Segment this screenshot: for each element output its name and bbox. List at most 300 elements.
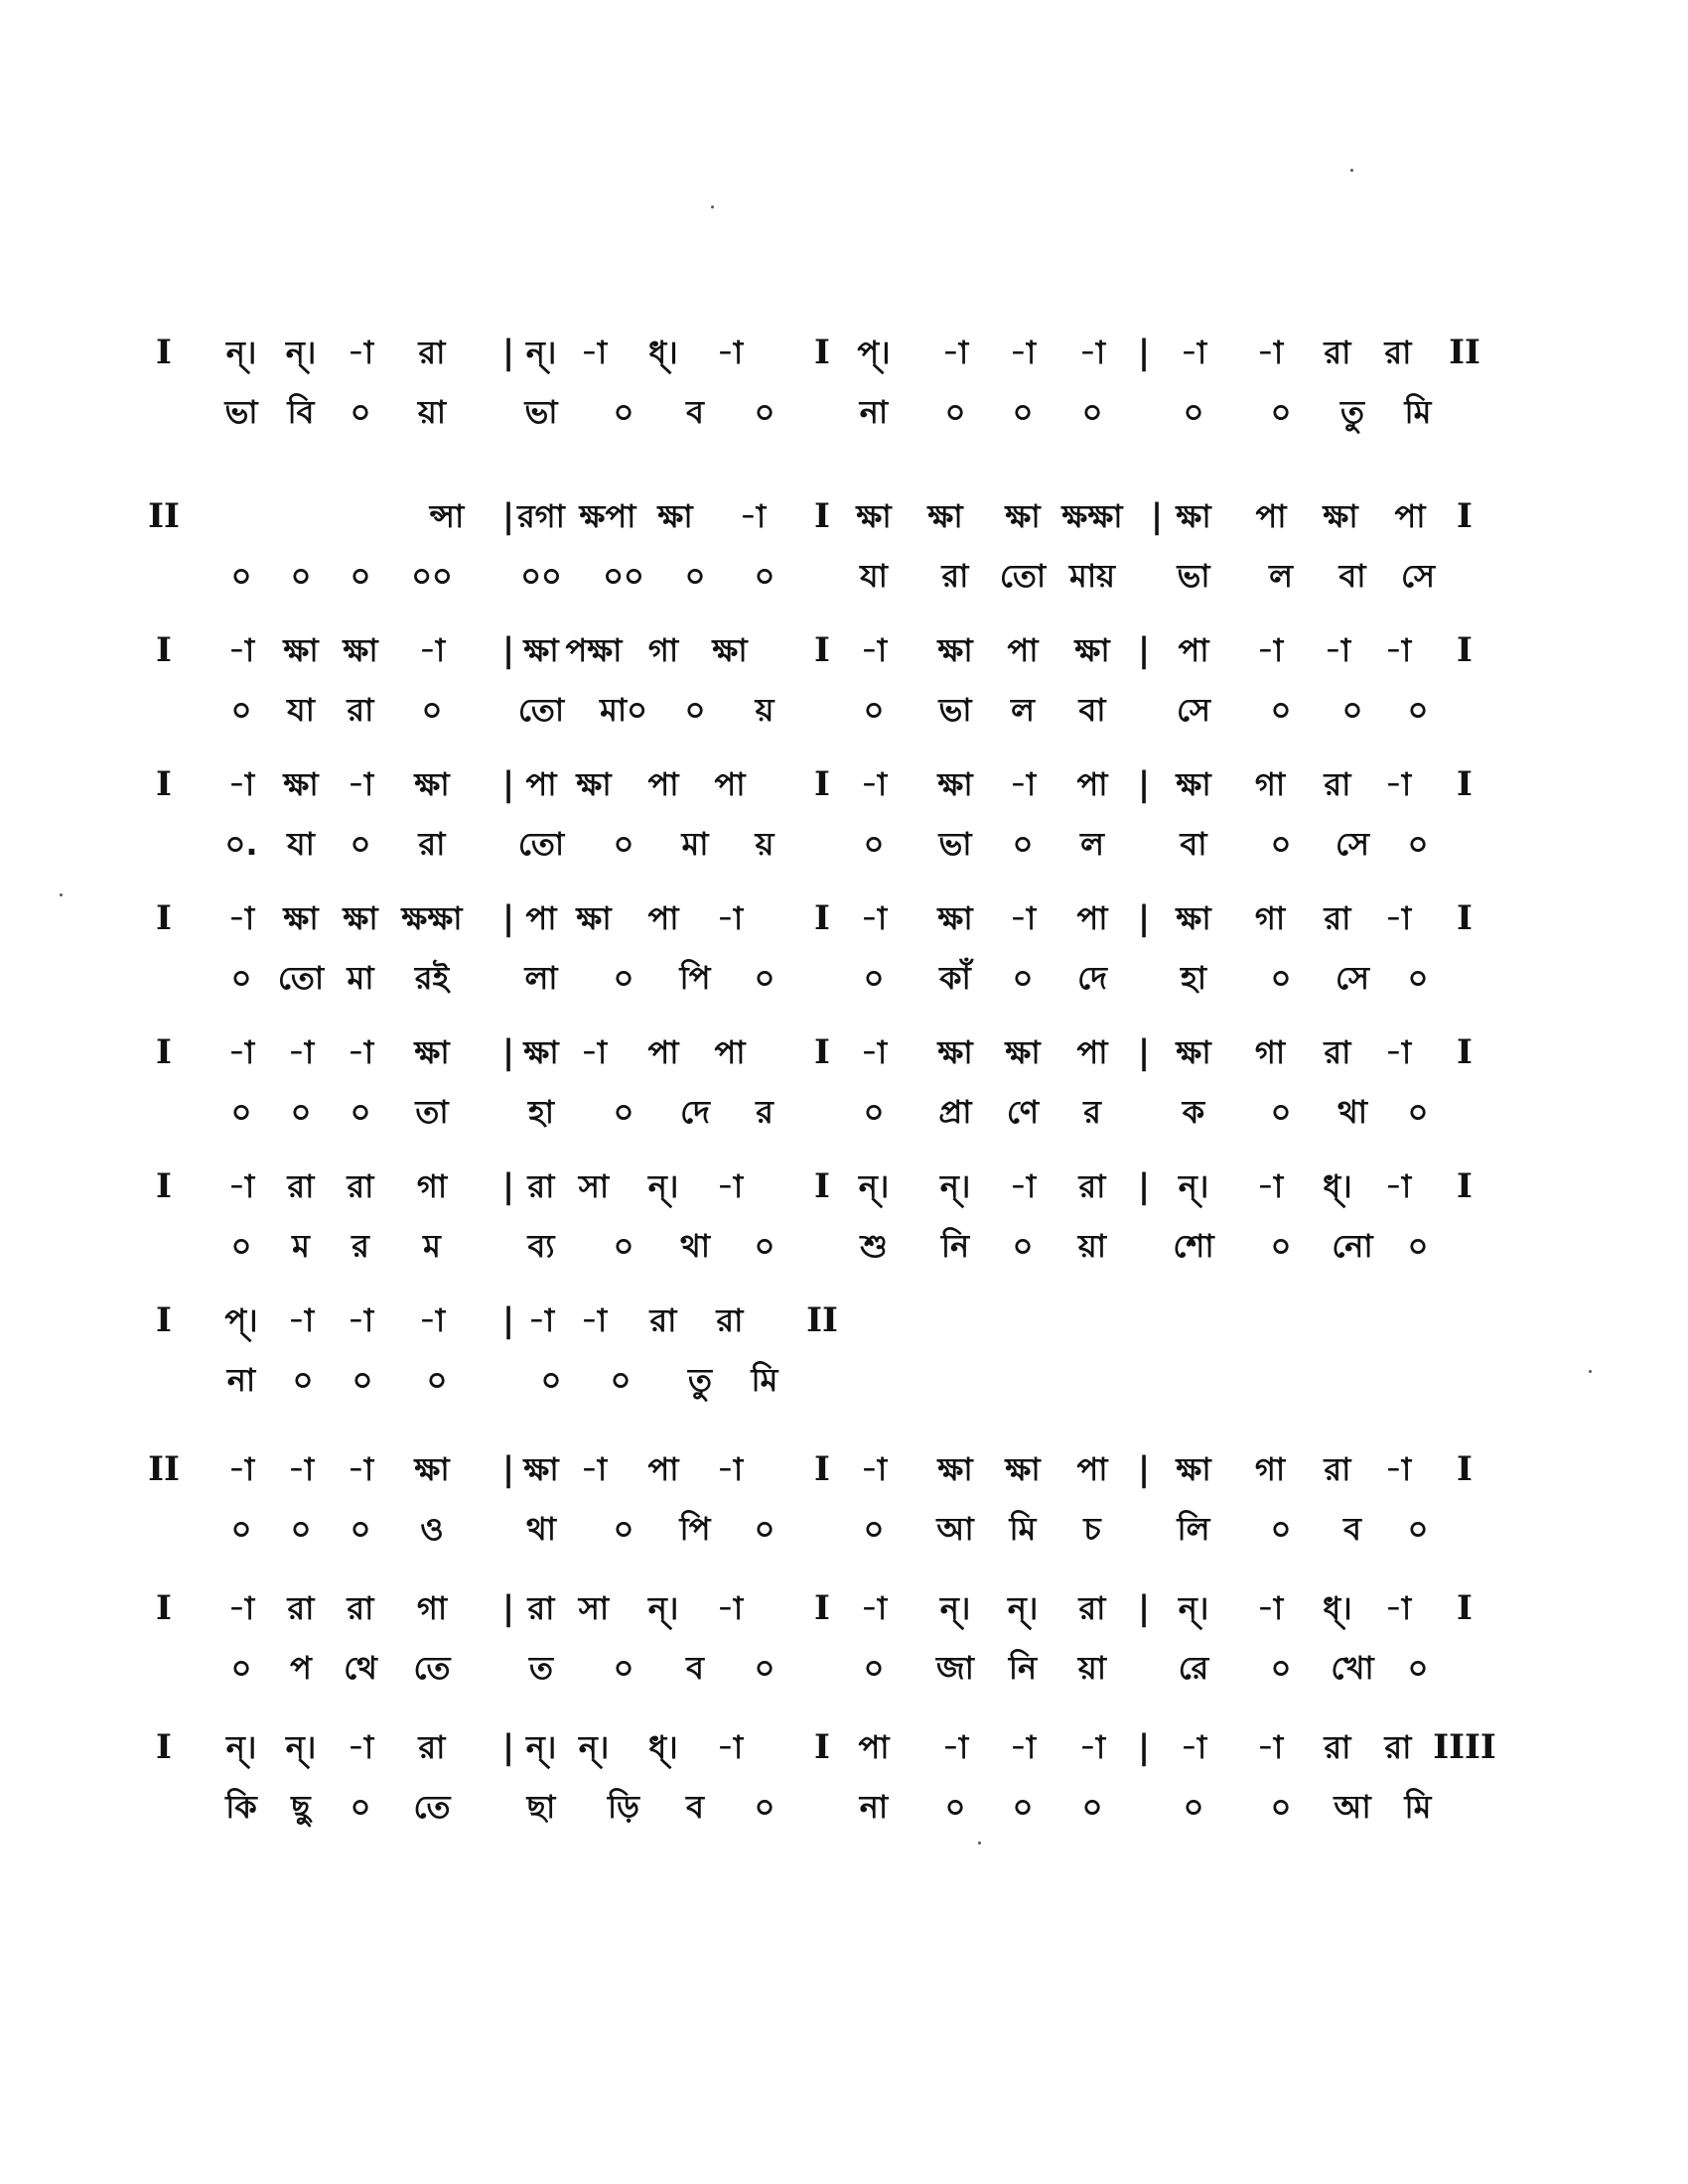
- note: -া: [860, 765, 888, 803]
- note: ধ্।: [648, 334, 678, 371]
- section-marker: II: [806, 1300, 838, 1340]
- note: পক্ষা: [565, 631, 623, 669]
- note: গা: [1254, 1450, 1286, 1488]
- note: গা: [416, 1589, 448, 1627]
- syllable: ০: [754, 1227, 775, 1265]
- syllable: ০: [1270, 1093, 1292, 1131]
- syllable: বা: [1180, 825, 1207, 863]
- lyric-row: [0, 814, 1688, 874]
- note: -া: [227, 1167, 255, 1205]
- note: সা: [578, 1589, 610, 1627]
- section-marker: IIII: [1433, 1727, 1496, 1767]
- section-marker: I: [1457, 630, 1473, 670]
- note: -া: [1384, 1450, 1412, 1488]
- syllable: তু: [687, 1361, 713, 1399]
- syllable: লা: [524, 959, 558, 997]
- note: প্।: [224, 1301, 258, 1339]
- syllable: রই: [414, 959, 450, 997]
- syllable: মা: [681, 825, 709, 863]
- section-marker: I: [814, 1588, 830, 1628]
- syllable: য়া: [1077, 1649, 1107, 1687]
- syllable: ০: [1012, 1788, 1034, 1826]
- note: ন্।: [225, 1728, 257, 1766]
- section-marker: I: [156, 333, 172, 372]
- note: -া: [580, 1450, 608, 1488]
- note: পা: [1178, 631, 1209, 669]
- syllable: ব: [686, 393, 704, 431]
- lyric-row: [0, 382, 1688, 442]
- syllable: দে: [1077, 959, 1107, 997]
- syllable: ০: [1407, 1649, 1429, 1687]
- syllable: পি: [679, 1510, 711, 1548]
- notation-row: [0, 323, 1688, 382]
- note: পা: [647, 1450, 679, 1488]
- section-marker: I: [156, 1166, 172, 1206]
- section-marker: I: [814, 1166, 830, 1206]
- syllable: ড়ি: [608, 1788, 639, 1826]
- note: -া: [287, 1301, 315, 1339]
- note: ন্।: [647, 1589, 679, 1627]
- syllable: ০: [290, 1510, 312, 1548]
- syllable: ০: [1012, 959, 1034, 997]
- note: -া: [860, 1450, 888, 1488]
- syllable: ০: [350, 1788, 371, 1826]
- syllable: থা: [525, 1510, 557, 1548]
- section-marker: II: [1449, 333, 1480, 372]
- note: রা: [418, 334, 446, 371]
- syllable: ব: [1343, 1510, 1361, 1548]
- note: -া: [227, 1589, 255, 1627]
- syllable: বা: [1078, 691, 1106, 729]
- syllable: সে: [1335, 825, 1370, 863]
- syllable: ০: [1407, 825, 1429, 863]
- note: ক্ষা: [1323, 497, 1358, 535]
- note: ধ্।: [1323, 1589, 1352, 1627]
- syllable: মি: [751, 1361, 778, 1399]
- syllable: ০: [230, 959, 252, 997]
- note: রা: [1384, 334, 1412, 371]
- syllable: জা: [936, 1649, 974, 1687]
- syllable: ০: [350, 1093, 371, 1131]
- syllable: তে: [413, 1788, 451, 1826]
- syllable: ব: [686, 1788, 704, 1826]
- syllable: র: [756, 1093, 774, 1131]
- note: পা: [714, 765, 746, 803]
- bar-divider: |: [501, 1588, 515, 1628]
- syllable: ০: [1183, 393, 1204, 431]
- syllable: বা: [1338, 557, 1366, 595]
- note: -া: [1256, 631, 1284, 669]
- note: রা: [527, 1589, 555, 1627]
- section-marker: I: [814, 1032, 830, 1072]
- syllable: হা: [1180, 959, 1207, 997]
- bar-divider: |: [1137, 1449, 1151, 1489]
- bar-divider: |: [1137, 630, 1151, 670]
- note: ক্ষা: [1074, 631, 1110, 669]
- syllable: না: [859, 393, 889, 431]
- syllable: নো: [1332, 1227, 1373, 1265]
- section-marker: I: [1457, 1449, 1473, 1489]
- section-marker: I: [814, 1727, 830, 1767]
- note: -া: [716, 899, 744, 937]
- note: -া: [1009, 1167, 1037, 1205]
- note: গা: [1254, 1033, 1286, 1071]
- note: রা: [418, 1728, 446, 1766]
- note: গা: [1254, 899, 1286, 937]
- note: -া: [227, 1450, 255, 1488]
- note: পা: [647, 765, 679, 803]
- section-marker: I: [1457, 496, 1473, 536]
- syllable: ০: [613, 1649, 634, 1687]
- note: ন্।: [285, 1728, 317, 1766]
- note: -া: [580, 1301, 608, 1339]
- bar-divider: |: [1137, 1032, 1151, 1072]
- note: -া: [1256, 334, 1284, 371]
- syllable: মি: [1404, 1788, 1432, 1826]
- syllable: ০: [754, 959, 775, 997]
- section-marker: I: [156, 1032, 172, 1072]
- syllable: যা: [287, 691, 315, 729]
- syllable: ০: [350, 825, 371, 863]
- note: -া: [347, 334, 374, 371]
- note: ন্।: [1178, 1167, 1209, 1205]
- section-marker: I: [1457, 1032, 1473, 1072]
- syllable: মি: [1009, 1510, 1037, 1548]
- note: -া: [580, 334, 608, 371]
- section-marker: I: [1457, 1166, 1473, 1206]
- syllable: ০: [613, 1227, 634, 1265]
- note: রা: [1324, 1728, 1351, 1766]
- note: -া: [580, 1033, 608, 1071]
- syllable: চ: [1083, 1510, 1101, 1548]
- note: -া: [227, 899, 255, 937]
- syllable: ০: [1270, 1510, 1292, 1548]
- lyric-row: [0, 948, 1688, 1008]
- syllable: তা: [415, 1093, 449, 1131]
- note: -া: [1384, 1033, 1412, 1071]
- note: ক্ষা: [283, 765, 319, 803]
- syllable: পি: [679, 959, 711, 997]
- note: পা: [1076, 765, 1108, 803]
- syllable: ০.: [224, 825, 258, 863]
- note: -া: [1256, 1728, 1284, 1766]
- note: -া: [227, 1033, 255, 1071]
- note: -া: [860, 631, 888, 669]
- syllable: ০: [1341, 691, 1363, 729]
- note: পা: [714, 1033, 746, 1071]
- syllable: ভা: [524, 393, 558, 431]
- note: -া: [860, 899, 888, 937]
- syllable: ০: [1012, 825, 1034, 863]
- section-marker: I: [1457, 898, 1473, 938]
- section-marker: I: [814, 898, 830, 938]
- syllable: ও: [420, 1510, 444, 1548]
- syllable: ০: [1270, 1649, 1292, 1687]
- syllable: ০: [230, 557, 252, 595]
- note: -া: [418, 631, 446, 669]
- syllable: ০: [352, 1361, 373, 1399]
- note: -া: [1009, 1728, 1037, 1766]
- syllable: শো: [1173, 1227, 1214, 1265]
- syllable: ০: [230, 691, 252, 729]
- syllable: ০: [944, 393, 966, 431]
- syllable: থা: [679, 1227, 711, 1265]
- section-marker: I: [156, 898, 172, 938]
- syllable: ০: [1407, 691, 1429, 729]
- syllable: ০: [754, 557, 775, 595]
- note: ক্ষা: [1005, 1450, 1041, 1488]
- note: রা: [1384, 1728, 1412, 1766]
- note: -া: [716, 1167, 744, 1205]
- syllable: ০০: [520, 557, 562, 595]
- note: প্।: [857, 334, 891, 371]
- note: -া: [1009, 899, 1037, 937]
- note: পা: [1394, 497, 1426, 535]
- syllable: ০: [1270, 1227, 1292, 1265]
- scan-speck: [711, 205, 714, 208]
- notation-row: [0, 1439, 1688, 1499]
- note: ক্ষা: [576, 899, 612, 937]
- syllable: ০০: [411, 557, 453, 595]
- syllable: ছু: [291, 1788, 311, 1826]
- syllable: শু: [860, 1227, 888, 1265]
- section-marker: II: [148, 1449, 180, 1489]
- bar-divider: |: [501, 1300, 515, 1340]
- note: ধ্।: [648, 1728, 678, 1766]
- syllable: ০: [1081, 393, 1103, 431]
- syllable: ০: [944, 1788, 966, 1826]
- section-marker: I: [814, 496, 830, 536]
- bar-divider: |: [1137, 1727, 1151, 1767]
- notation-row: [0, 1717, 1688, 1777]
- note: -া: [287, 1033, 315, 1071]
- syllable: ০: [863, 1649, 885, 1687]
- syllable: য়: [755, 691, 774, 729]
- syllable: যা: [287, 825, 315, 863]
- note: ন্।: [1178, 1589, 1209, 1627]
- syllable: তো: [277, 959, 325, 997]
- note: ন্সা: [429, 497, 465, 535]
- syllable: থে: [344, 1649, 377, 1687]
- syllable: আ: [936, 1510, 974, 1548]
- note: ক্ষা: [1176, 899, 1211, 937]
- note: রা: [287, 1589, 315, 1627]
- notation-row: [0, 620, 1688, 680]
- bar-divider: |: [1137, 1588, 1151, 1628]
- bar-divider: |: [1137, 1166, 1151, 1206]
- syllable: ল: [1080, 825, 1104, 863]
- note: -া: [418, 1301, 446, 1339]
- notation-row: [0, 1291, 1688, 1350]
- note: -া: [347, 765, 374, 803]
- note: ক্ষা: [937, 899, 973, 937]
- note: -া: [347, 1301, 374, 1339]
- note: ক্ষা: [927, 497, 963, 535]
- note: ক্ষা: [856, 497, 892, 535]
- syllable: রা: [347, 691, 374, 729]
- note: ক্ষা: [414, 1033, 450, 1071]
- syllable: ০: [421, 691, 443, 729]
- note: গা: [1254, 765, 1286, 803]
- note: -া: [716, 1589, 744, 1627]
- syllable: ০: [754, 1649, 775, 1687]
- notation-row: [0, 888, 1688, 948]
- syllable: ০: [230, 1510, 252, 1548]
- bar-divider: |: [1137, 764, 1151, 804]
- syllable: আ: [1334, 1788, 1371, 1826]
- note: -া: [227, 765, 255, 803]
- notation-row: [0, 754, 1688, 814]
- syllable: রে: [1178, 1649, 1209, 1687]
- syllable: ০: [613, 825, 634, 863]
- syllable: রা: [941, 557, 969, 595]
- note: ক্ষা: [1176, 497, 1211, 535]
- syllable: ০: [613, 393, 634, 431]
- bar-divider: |: [501, 764, 515, 804]
- note: ক্ষা: [523, 1033, 559, 1071]
- note: -া: [1324, 631, 1351, 669]
- bar-divider: |: [1137, 898, 1151, 938]
- note: পা: [1076, 1033, 1108, 1071]
- syllable: প: [290, 1649, 312, 1687]
- note: গা: [647, 631, 679, 669]
- syllable: ০: [613, 959, 634, 997]
- syllable: রা: [418, 825, 446, 863]
- section-marker: I: [156, 1727, 172, 1767]
- note: সা: [578, 1167, 610, 1205]
- scan-speck: [1350, 169, 1353, 172]
- note: ক্ষা: [414, 765, 450, 803]
- notation-row: [0, 1578, 1688, 1638]
- syllable: তো: [999, 557, 1047, 595]
- note: ক্ষা: [1176, 1033, 1211, 1071]
- syllable: ল: [1011, 691, 1035, 729]
- note: ক্ষা: [414, 1450, 450, 1488]
- syllable: ০: [350, 1510, 371, 1548]
- syllable: ণে: [1006, 1093, 1040, 1131]
- note: ক্ষা: [283, 631, 319, 669]
- syllable: ০: [754, 1788, 775, 1826]
- syllable: ০: [230, 1227, 252, 1265]
- syllable: খো: [1331, 1649, 1374, 1687]
- syllable: ০০: [603, 557, 644, 595]
- syllable: ০: [426, 1361, 448, 1399]
- syllable: ০: [684, 691, 706, 729]
- lyric-row: [0, 1638, 1688, 1698]
- syllable: ০: [230, 1649, 252, 1687]
- note: ক্ষা: [712, 631, 748, 669]
- bar-divider: |: [501, 898, 515, 938]
- syllable: ০: [1270, 1788, 1292, 1826]
- note: -া: [1009, 334, 1037, 371]
- note: ক্ষা: [343, 631, 378, 669]
- note: ক্ষা: [1005, 497, 1041, 535]
- note: ক্ষা: [937, 1033, 973, 1071]
- syllable: মি: [1404, 393, 1432, 431]
- note: গা: [416, 1167, 448, 1205]
- section-marker: II: [148, 496, 180, 536]
- note: ন্।: [939, 1167, 971, 1205]
- syllable: ০: [1012, 1227, 1034, 1265]
- note: পা: [1007, 631, 1039, 669]
- note: ক্ষক্ষা: [1061, 497, 1123, 535]
- note: ধ্।: [1323, 1167, 1352, 1205]
- syllable: ০: [540, 1361, 562, 1399]
- note: রগা: [517, 497, 565, 535]
- syllable: না: [859, 1788, 889, 1826]
- note: রা: [1324, 334, 1351, 371]
- syllable: র: [1083, 1093, 1101, 1131]
- note: রা: [1324, 899, 1351, 937]
- note: রা: [1078, 1589, 1106, 1627]
- note: -া: [1256, 1589, 1284, 1627]
- note: পা: [525, 765, 557, 803]
- note: ক্ষা: [283, 899, 319, 937]
- syllable: ০: [1270, 691, 1292, 729]
- syllable: ০: [754, 1510, 775, 1548]
- syllable: ০: [863, 1510, 885, 1548]
- syllable: ০: [863, 825, 885, 863]
- syllable: ০: [1407, 959, 1429, 997]
- note: -া: [1180, 1728, 1207, 1766]
- note: ন্।: [525, 1728, 557, 1766]
- syllable: ম: [423, 1227, 441, 1265]
- syllable: ০: [613, 1510, 634, 1548]
- syllable: ০: [1270, 393, 1292, 431]
- syllable: নি: [1008, 1649, 1038, 1687]
- syllable: মা০: [600, 691, 647, 729]
- note: রা: [716, 1301, 744, 1339]
- note: রা: [1078, 1167, 1106, 1205]
- note: -া: [347, 1033, 374, 1071]
- lyric-row: [0, 680, 1688, 740]
- syllable: ০: [292, 1361, 314, 1399]
- note: পা: [525, 899, 557, 937]
- syllable: ০: [1270, 825, 1292, 863]
- lyric-row: [0, 546, 1688, 606]
- syllable: ০: [1081, 1788, 1103, 1826]
- note: পা: [1255, 497, 1287, 535]
- notation-row: [0, 1023, 1688, 1082]
- note: -া: [1384, 1167, 1412, 1205]
- syllable: প্রা: [938, 1093, 972, 1131]
- notation-row: [0, 1157, 1688, 1216]
- syllable: ভা: [938, 691, 972, 729]
- syllable: যা: [860, 557, 888, 595]
- bar-divider: |: [1137, 333, 1151, 372]
- syllable: ম: [292, 1227, 310, 1265]
- note: -া: [1384, 631, 1412, 669]
- syllable: ০: [290, 1093, 312, 1131]
- syllable: ০: [863, 959, 885, 997]
- notation-row: [0, 486, 1688, 546]
- note: -া: [1009, 765, 1037, 803]
- section-marker: I: [1457, 1588, 1473, 1628]
- note: ক্ষা: [937, 765, 973, 803]
- syllable: ০: [1183, 1788, 1204, 1826]
- section-marker: I: [814, 764, 830, 804]
- note: ক্ষা: [343, 899, 378, 937]
- note: পা: [1076, 899, 1108, 937]
- note: -া: [716, 1450, 744, 1488]
- note: পা: [647, 899, 679, 937]
- syllable: ০: [350, 557, 371, 595]
- note: -া: [347, 1450, 374, 1488]
- note: -া: [941, 1728, 969, 1766]
- note: -া: [1180, 334, 1207, 371]
- note: ক্ষা: [657, 497, 693, 535]
- syllable: ক: [1182, 1093, 1205, 1131]
